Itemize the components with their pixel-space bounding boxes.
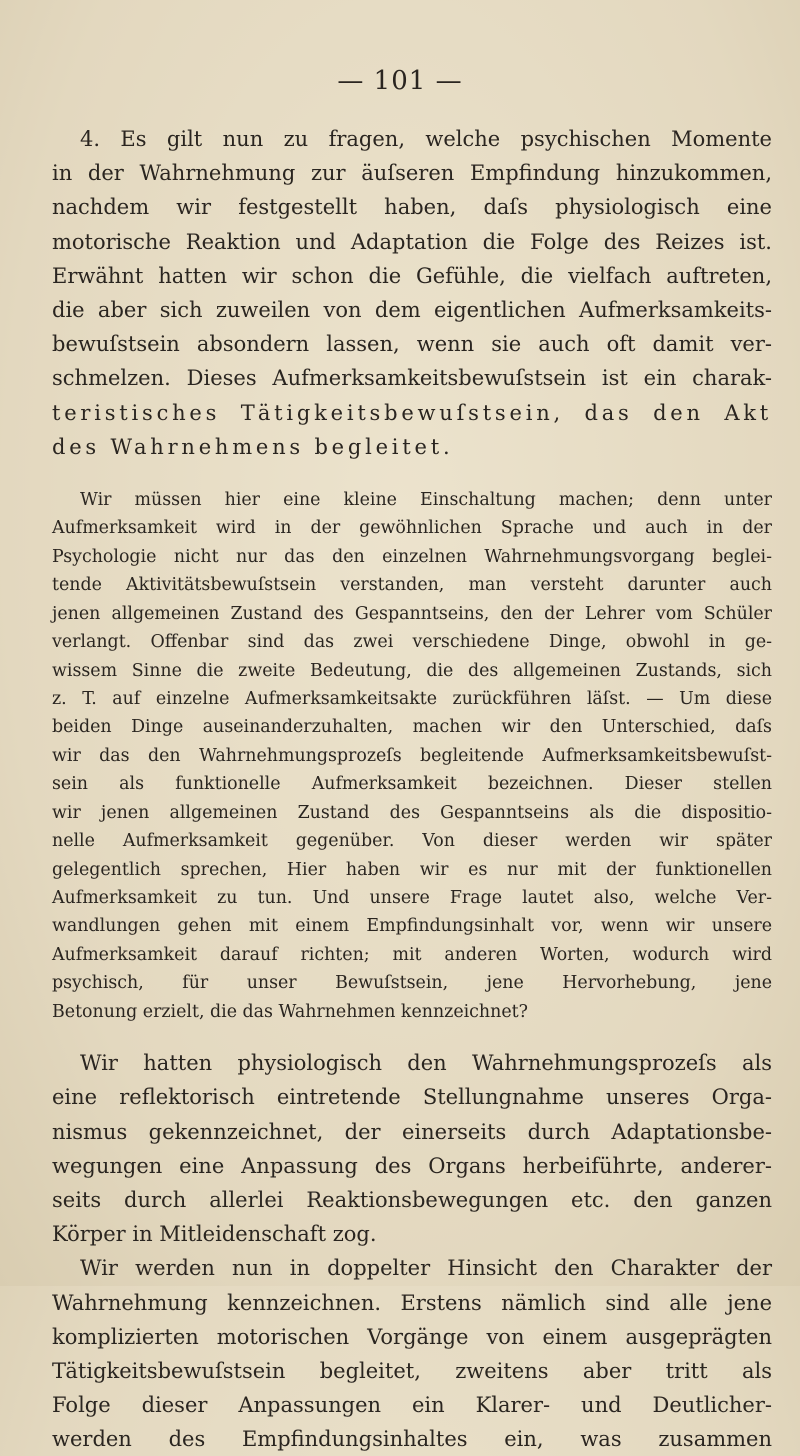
text-line: schmelzen. Dieses Aufmerksamkeitsbewuſstsein ist ein charak- [52, 366, 772, 391]
paragraph-3 [52, 1046, 772, 1251]
text-line: wir jenen allgemeinen Zustand des Gespanntseins als die dispositio- [52, 802, 772, 823]
text-line: teristisches Tätigkeitsbewuſstsein, das den Akt [52, 400, 772, 425]
paragraph-4 [52, 1251, 772, 1456]
text-line: Körper in Mitleidenschaft zog. [52, 1222, 377, 1247]
paragraph-gap [52, 464, 772, 486]
text-line: Wir hatten physiologisch den Wahrnehmungsprozeſs als [80, 1051, 772, 1076]
text-line: des Wahrnehmens begleitet. [52, 434, 454, 459]
text-line: sein als funktionelle Aufmerksamkeit bezeichnen. Dieser stellen [52, 774, 772, 795]
text-line: Wir müssen hier eine kleine Einschaltung machen; denn unter [80, 489, 772, 510]
text-line: seits durch allerlei Reaktionsbewegungen etc. den ganzen [52, 1187, 772, 1212]
text-line: z. T. auf einzelne Aufmerksamkeitsakte zurückführen läſst. — Um diese [52, 688, 772, 709]
text-line: Aufmerksamkeit wird in der gewöhnlichen Sprache und auch in der [52, 518, 772, 539]
text-line: Wahrnehmung kennzeichnen. Erstens nämlich sind alle jene [52, 1290, 772, 1315]
text-line: wandlungen gehen mit einem Empfindungsinhalt vor, wenn wir unsere [52, 916, 772, 937]
text-line: tende Aktivitätsbewuſstsein verstanden, man versteht darunter auch [52, 575, 772, 596]
text-line: verlangt. Offenbar sind das zwei verschiedene Dinge, obwohl in ge- [52, 632, 772, 653]
text-line: komplizierten motorischen Vorgänge von einem ausgeprägten [52, 1324, 772, 1349]
text-line: Wir werden nun in doppelter Hinsicht den Charakter der [80, 1256, 772, 1281]
text-line: Erwähnt hatten wir schon die Gefühle, die vielfach auftreten, [52, 263, 772, 288]
text-line: Aufmerksamkeit zu tun. Und unsere Frage lautet also, welche Ver- [52, 888, 772, 908]
text-line: werden des Empfindungsinhaltes ein, was zusammen [52, 1427, 772, 1452]
text-line: Aufmerksamkeit darauf richten; mit anderen Worten, wodurch wird [52, 944, 772, 965]
paragraph-gap [52, 1026, 772, 1046]
text-line: in der Wahrnehmung zur äuſseren Empfindung hinzukommen, [52, 161, 772, 186]
text-line: motorische Reaktion und Adaptation die Folge des Reizes ist. [52, 229, 772, 254]
text-line: nachdem wir festgestellt haben, daſs physiologisch eine [52, 195, 772, 220]
text-line: jenen allgemeinen Zustand des Gespanntseins, den der Lehrer vom Schüler [52, 603, 772, 624]
text-line: eine reflektorisch eintretende Stellungnahme unseres Orga- [52, 1085, 772, 1110]
text-line: wegungen eine Anpassung des Organs herbeiführte, anderer- [52, 1153, 772, 1178]
paragraph-2 [52, 486, 772, 1026]
text-line: 4. Es gilt nun zu fragen, welche psychischen Momente [80, 127, 772, 151]
text-line: gelegentlich sprechen, Hier haben wir es nur mit der funktionellen [52, 859, 772, 880]
text-line: bewuſstsein absondern lassen, wenn sie auch oft damit ver- [52, 332, 772, 357]
text-line: Folge dieser Anpassungen ein Klarer- und Deutlicher- [52, 1393, 772, 1418]
text-line: wir das den Wahrnehmungsprozeſs begleitende Aufmerksamkeitsbewuſst- [52, 745, 772, 766]
page-text [52, 122, 772, 1456]
text-line: nelle Aufmerksamkeit gegenüber. Von dieser werden wir später [52, 831, 772, 852]
text-line: die aber sich zuweilen von dem eigentlichen Aufmerksamkeits- [52, 297, 772, 322]
text-line: nismus gekennzeichnet, der einerseits durch Adaptationsbe- [52, 1119, 772, 1144]
text-line: Betonung erzielt, die das Wahrnehmen kennzeichnet? [52, 1001, 528, 1022]
text-line: beiden Dinge auseinanderzuhalten, machen wir den Unterschied, daſs [52, 717, 772, 738]
page-number: — 101 — [337, 66, 463, 96]
paragraph-1 [52, 122, 772, 464]
text-line: Tätigkeitsbewuſstsein begleitet, zweitens aber tritt als [52, 1358, 772, 1383]
text-line: psychisch, für unser Bewuſstsein, jene Hervorhebung, jene [52, 973, 772, 994]
text-line: wissem Sinne die zweite Bedeutung, die des allgemeinen Zustands, sich [52, 660, 772, 681]
text-line: Psychologie nicht nur das den einzelnen Wahrnehmungsvorgang beglei- [52, 546, 772, 567]
